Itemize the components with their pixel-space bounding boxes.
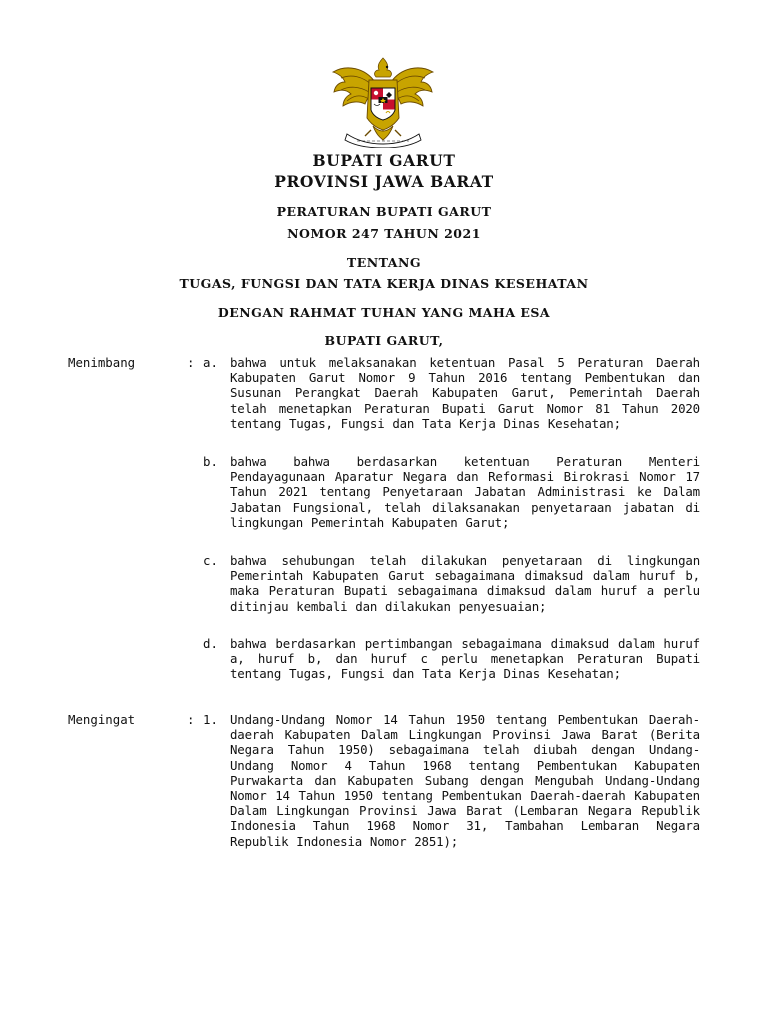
consideration-a: bahwa untuk melaksanakan ketentuan Pasal 5 Peraturan Daerah Kabupaten Garut Nomor 9 Tahun 2016 tentang Pembentukan dan Susunan Perangkat Daerah Kabupaten Garut, Pemerintah Daerah telah menetapkan Peraturan Bupati Garut Nomor 81 Tahun 2020 tentang Tugas, Fungsi dan Tata Kerja Dinas Kesehatan; xyxy=(230,355,700,431)
item-marker-d: d. xyxy=(203,636,218,651)
item-marker-c: c. xyxy=(203,553,218,568)
item-marker-1: 1. xyxy=(203,712,218,727)
garuda-pancasila-emblem-icon xyxy=(329,56,437,148)
consideration-c: bahwa sehubungan telah dilakukan penyetaraan di lingkungan Pemerintah Kabupaten Garut sebagaimana dimaksud dalam huruf b, maka Peraturan Bupati sebagaimana dimaksud dalam huruf a perlu ditinjau kembali dan dilakukan penyesuaian; xyxy=(230,553,700,614)
consideration-d: bahwa berdasarkan pertimbangan sebagaimana dimaksud dalam huruf a, huruf b, dan huruf c perlu menetapkan Peraturan Bupati tentang Tugas, Fungsi dan Tata Kerja Dinas Kesehatan; xyxy=(230,636,700,682)
issuer-title: BUPATI GARUT xyxy=(312,151,456,170)
menimbang-label: Menimbang xyxy=(68,355,136,370)
regulation-title: PERATURAN BUPATI GARUT xyxy=(276,204,492,219)
province-title: PROVINSI JAWA BARAT xyxy=(274,172,494,191)
about-heading: TENTANG xyxy=(346,255,422,270)
legal-basis-1: Undang-Undang Nomor 14 Tahun 1950 tentang Pembentukan Daerah-daerah Kabupaten Dalam Lingkungan Provinsi Jawa Barat (Berita Negara Tahun 1950) sebagaimana telah diubah dengan Undang-Undang Nomor 4 Tahun 1968 tentang Pembentukan Kabupaten Purwakarta dan Kabupaten Subang dengan Mengubah Undang-Undang Nomor 14 Tahun 1950 tentang Pembentukan Daerah-daerah Kabupaten Dalam Lingkungan Provinsi Jawa Barat (Lembaran Negara Republik Indonesia Tahun 1968 Nomor 31, Tambahan Lembaran Negara Republik Indonesia Nomor 2851); xyxy=(230,712,700,849)
blessing-line: DENGAN RAHMAT TUHAN YANG MAHA ESA xyxy=(217,305,551,320)
mengingat-label: Mengingat xyxy=(68,712,136,727)
item-marker-b: b. xyxy=(203,454,218,469)
regulation-subject: TUGAS, FUNGSI DAN TATA KERJA DINAS KESEHATAN xyxy=(179,276,589,291)
consideration-b: bahwa bahwa berdasarkan ketentuan Peraturan Menteri Pendayagunaan Aparatur Negara dan Reformasi Birokrasi Nomor 17 Tahun 2021 tentang Penyetaraan Jabatan Administrasi ke Dalam Jabatan Fungsional, telah dilaksanakan penyetaraan jabatan di lingkungan Pemerintah Kabupaten Garut; xyxy=(230,454,700,530)
menimbang-colon: : xyxy=(187,355,195,370)
authority-line: BUPATI GARUT, xyxy=(324,333,444,348)
regulation-number: NOMOR 247 TAHUN 2021 xyxy=(287,226,481,241)
item-marker-a: a. xyxy=(203,355,218,370)
mengingat-colon: : xyxy=(187,712,195,727)
